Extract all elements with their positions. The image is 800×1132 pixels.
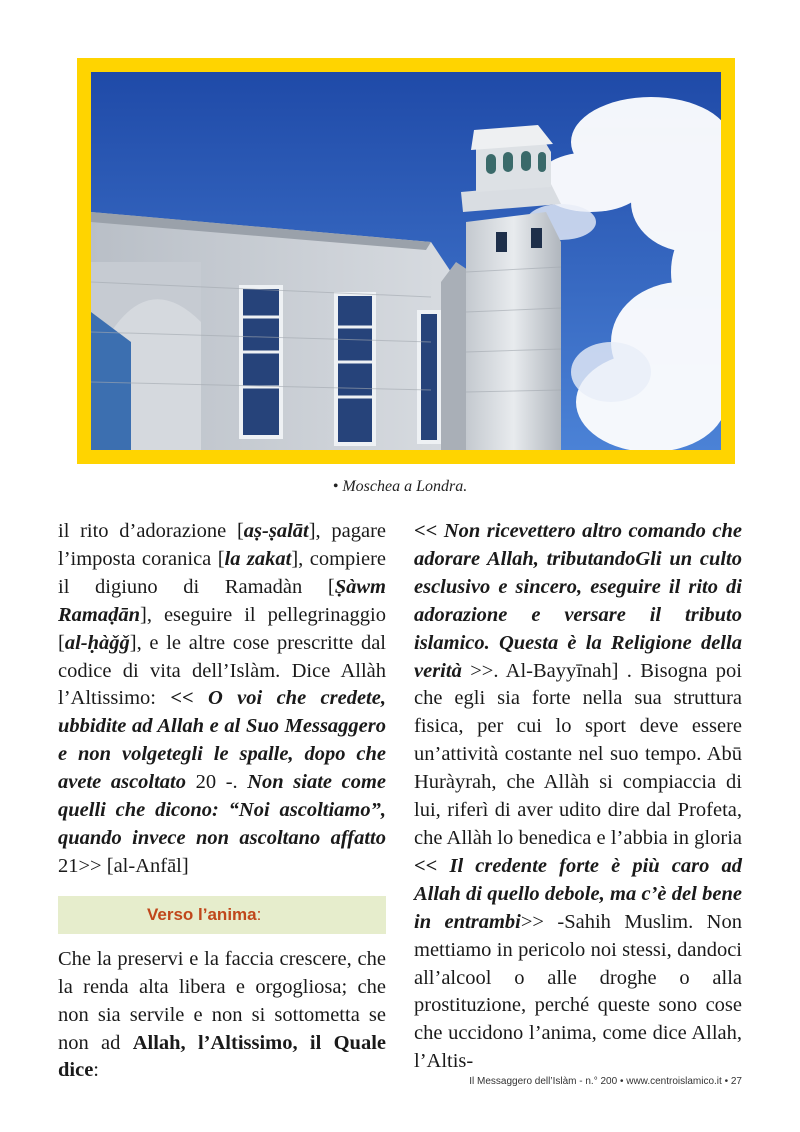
text-run: al-ḥàǧǧ bbox=[64, 631, 130, 654]
text-run: Che la preservi e la faccia crescere, che la renda alta libera e orgogliosa; che non sia servile e non si sottometta se non ad bbox=[58, 947, 386, 1054]
left-column bbox=[58, 518, 386, 1085]
text-run: il rito d’adorazione [ bbox=[58, 520, 244, 542]
text-run: ], eseguire il pellegrinaggio [ bbox=[58, 603, 386, 654]
section-heading-colon: : bbox=[256, 904, 262, 924]
left-paragraph-1 bbox=[58, 518, 386, 881]
text-run: Non siate come quelli che dicono: “Noi ascoltiamo”, quando invece non ascoltano affatto bbox=[58, 771, 386, 849]
left-paragraph-2 bbox=[58, 946, 386, 1086]
photo-frame bbox=[77, 58, 735, 464]
text-run: << Non ricevettero altro comando che adorare Allah, tributandoGli un culto esclusivo e sincero, eseguire il rito di adorazione e versare il tributo islamico. Questa è la Religione della verità bbox=[414, 520, 742, 682]
mosque-photo bbox=[91, 72, 721, 450]
text-run: la zakat bbox=[224, 547, 292, 570]
photo-caption: • Moschea a Londra. bbox=[332, 478, 468, 495]
text-run: 21>> [al-Anfāl] bbox=[58, 854, 189, 877]
text-run: ], pagare l’imposta coranica [ bbox=[58, 520, 386, 570]
text-run: Ṣàwm Ramaḍān bbox=[58, 575, 386, 626]
text-run: 20 -. bbox=[186, 771, 248, 794]
section-heading bbox=[58, 896, 386, 934]
text-run: >> -Sahih Muslim. Non mettiamo in pericolo noi stessi, dandoci all’alcool o alle droghe o alla prostituzione, perché queste sono cose che uccidono l’anima, come dice Allah, l’Altis- bbox=[414, 910, 742, 1073]
right-paragraph-1 bbox=[414, 518, 742, 1076]
text-run: ], compiere il digiuno di Ramadàn [ bbox=[58, 547, 387, 598]
right-column bbox=[414, 518, 742, 1076]
text-run: << Il credente forte è più caro ad Allah di quello debole, ma c’è del bene in entrambi bbox=[414, 854, 742, 933]
text-run: Allah, l’Altissimo, il Quale dice bbox=[58, 1031, 386, 1082]
text-run: >>. Al-Bayyīnah] . Bisogna poi che egli sia forte nella sua struttura fisica, per cui lo sport deve essere un’attività costante nel suo tempo. Abū Huràyrah, che Allàh si compiaccia di lui, riferì di aver udito dire dal Profeta, che Allàh lo benedica e l’abbia in gloria bbox=[414, 659, 742, 849]
text-run: aṣ-ṣalāt bbox=[243, 520, 309, 542]
text-run: ], e le altre cose prescritte dal codice di vita dell’Islàm. Dice Allàh l’Altissimo: bbox=[58, 631, 386, 710]
page-footer: Il Messaggero dell’Islàm - n.° 200 • www.centroislamico.it • 27 bbox=[469, 1076, 742, 1087]
text-run: : bbox=[93, 1059, 99, 1082]
section-heading-title: Verso l’anima bbox=[147, 904, 257, 924]
text-run: << O voi che credete, ubbidite ad Allah e al Suo Messaggero e non volgetegli le spalle, dopo che avete ascoltato bbox=[58, 687, 386, 794]
